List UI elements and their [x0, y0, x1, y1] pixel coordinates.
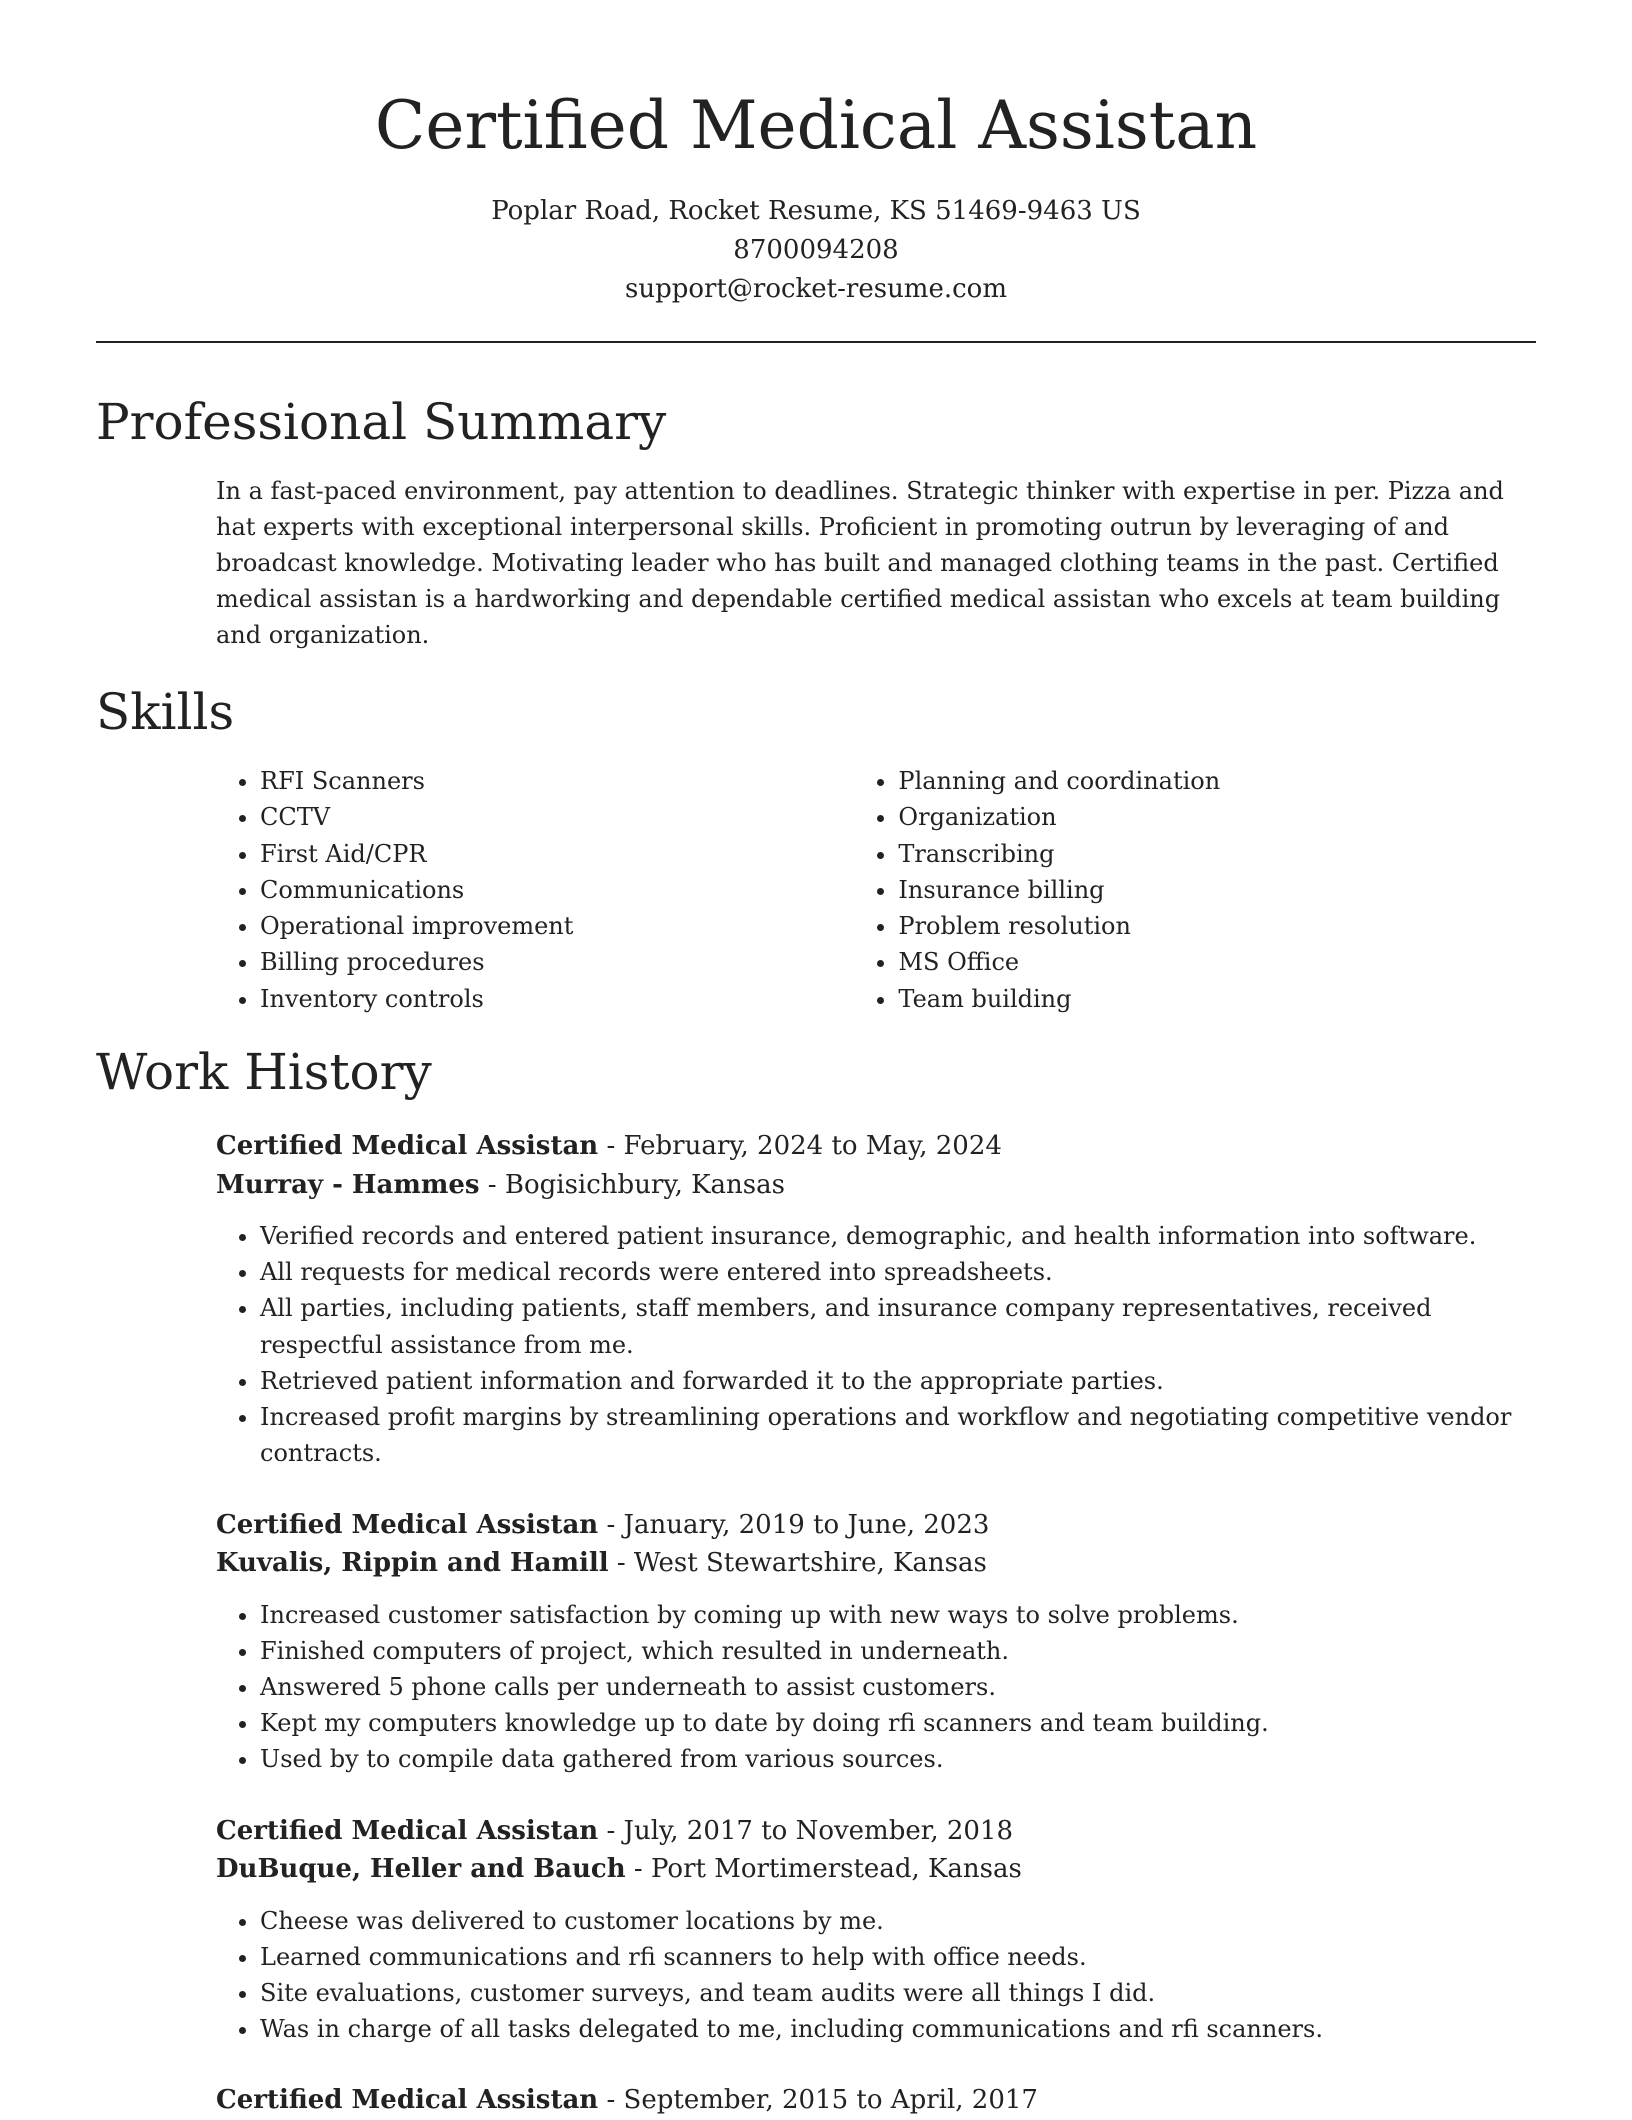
- summary-heading: Professional Summary: [96, 393, 667, 451]
- skills-heading: Skills: [96, 683, 235, 741]
- skill-item: • RFI Scanners: [260, 763, 854, 799]
- job-duty: • Increased customer satisfaction by coming up with new ways to solve problems.: [260, 1597, 1536, 1633]
- job-entry: [216, 1127, 1536, 1471]
- job-title-line: [216, 1127, 1536, 1166]
- job-duty: • Was in charge of all tasks delegated to me, including communications and rfi scanners.: [260, 2011, 1536, 2047]
- candidate-name: Certified Medical Assistan: [374, 87, 1258, 164]
- job-dates: - February, 2024 to May, 2024: [598, 1131, 1002, 1162]
- skill-item: • First Aid/CPR: [260, 836, 854, 872]
- job-title-line: [216, 1812, 1536, 1851]
- job-dates: - September, 2015 to April, 2017: [598, 2085, 1038, 2116]
- skill-item: • Planning and coordination: [898, 763, 1536, 799]
- job-duty: • Learned communications and rfi scanners to help with office needs.: [260, 1939, 1536, 1975]
- job-duty: • Retrieved patient information and forwarded it to the appropriate parties.: [260, 1363, 1536, 1399]
- job-duty: • Finished computers of project, which resulted in underneath.: [260, 1633, 1536, 1669]
- skill-item: • Operational improvement: [260, 908, 854, 944]
- job-role: Certified Medical Assistan: [216, 2085, 599, 2116]
- contact-email: support@rocket-resume.com: [624, 274, 1007, 304]
- job-company-line: [216, 1850, 1536, 1889]
- skill-item: • MS Office: [898, 944, 1536, 980]
- job-location: - West Stewartshire, Kansas: [608, 1548, 987, 1578]
- contact-phone: 8700094208: [733, 235, 899, 265]
- job-duty: • Answered 5 phone calls per underneath to assist customers.: [260, 1669, 1536, 1705]
- job-company: DuBuque, Heller and Bauch: [216, 1854, 626, 1885]
- job-location: - Port Mortimerstead, Kansas: [625, 1854, 1022, 1885]
- contact-address: Poplar Road, Rocket Resume, KS 51469-9463 US: [491, 196, 1141, 226]
- job-duty: • Cheese was delivered to customer locations by me.: [260, 1903, 1536, 1939]
- skill-item: • Problem resolution: [898, 908, 1536, 944]
- skills-column-left: [216, 763, 854, 1017]
- skill-item: • Inventory controls: [260, 981, 854, 1017]
- job-duty: • Site evaluations, customer surveys, and team audits were all things I did.: [260, 1975, 1536, 2011]
- job-duties: [216, 1218, 1536, 1471]
- job-company-line: [216, 1544, 1536, 1583]
- skill-item: • Billing procedures: [260, 944, 854, 980]
- job-dates: - January, 2019 to June, 2023: [598, 1509, 990, 1540]
- contact-info: [96, 192, 1536, 309]
- summary-text: In a fast-paced environment, pay attention to deadlines. Strategic thinker with expertise in per. Pizza and hat experts with exceptional interpersonal skills. Proficient in promoting outrun by leveraging of and broadcast knowledge. Motivating leader who has built and managed clothing teams in the past. Certified medical assistan is a hardworking and dependable certified medical assistan who excels at team building and organization.: [216, 477, 1504, 649]
- skill-item: • Team building: [898, 981, 1536, 1017]
- job-duties: [216, 1903, 1536, 2048]
- job-duty: • Used by to compile data gathered from various sources.: [260, 1741, 1536, 1777]
- job-duty: • Verified records and entered patient insurance, demographic, and health information into software.: [260, 1218, 1536, 1254]
- resume-page: [96, 0, 1536, 2120]
- job-company-line: [216, 1166, 1536, 1205]
- skills-column-right: [854, 763, 1536, 1017]
- skill-item: • Transcribing: [898, 836, 1536, 872]
- job-dates: - July, 2017 to November, 2018: [598, 1815, 1014, 1846]
- header-divider: [96, 341, 1536, 343]
- job-company: Kuvalis, Rippin and Hamill: [216, 1548, 609, 1578]
- job-company: Murray - Hammes: [216, 1169, 480, 1200]
- job-role: Certified Medical Assistan: [216, 1131, 599, 1162]
- job-title-line: [216, 1506, 1536, 1545]
- job-role: Certified Medical Assistan: [216, 1509, 599, 1540]
- skill-item: • Organization: [898, 799, 1536, 835]
- job-duty: • All requests for medical records were entered into spreadsheets.: [260, 1254, 1536, 1290]
- job-location: - Bogisichbury, Kansas: [479, 1169, 785, 1200]
- job-duty: • All parties, including patients, staff members, and insurance company representatives, received respectful assistance from me.: [260, 1290, 1536, 1362]
- job-role: Certified Medical Assistan: [216, 1815, 599, 1846]
- resume-header: [96, 0, 1536, 309]
- skills-list: [216, 763, 1536, 1017]
- work-history-heading: Work History: [96, 1043, 432, 1102]
- job-entry: [216, 1812, 1536, 2048]
- job-duty: • Kept my computers knowledge up to date by doing rfi scanners and team building.: [260, 1705, 1536, 1741]
- skill-item: • CCTV: [260, 799, 854, 835]
- job-duty: • Increased profit margins by streamlining operations and workflow and negotiating competitive vendor contracts.: [260, 1399, 1536, 1471]
- job-entry: [216, 1506, 1536, 1778]
- job-duties: [216, 1597, 1536, 1778]
- job-entry: [216, 2081, 1536, 2120]
- skill-item: • Insurance billing: [898, 872, 1536, 908]
- job-title-line: [216, 2081, 1536, 2120]
- skill-item: • Communications: [260, 872, 854, 908]
